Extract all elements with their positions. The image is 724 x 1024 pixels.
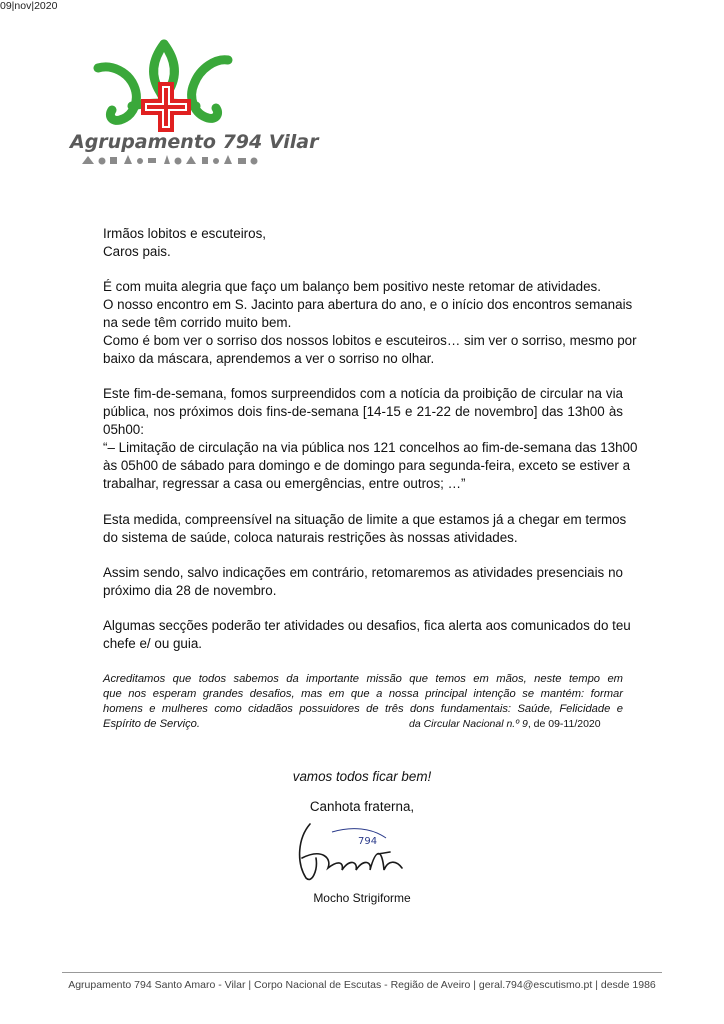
quote-line: Espírito de Serviço. [103, 718, 201, 730]
text-line: trabalhar, regressar a casa ou emergências, entre outros; …” [103, 476, 466, 491]
salutation [103, 225, 623, 261]
quote-line: que nos esperam grandes desafios, mas em que a nossa principal intenção se mantém: formar [103, 688, 623, 700]
quote-source-name: da Circular Nacional n.º 9 [409, 718, 528, 730]
text-line: 05h00: [103, 422, 144, 437]
text-line: do sistema de saúde, coloca naturais restrições às nossas atividades. [103, 530, 518, 545]
signature-number: 794 [358, 836, 378, 847]
text-line: Como é bom ver o sorriso dos nossos lobitos e escuteiros… sim ver o sorriso, mesmo por [103, 333, 637, 348]
paragraph-measure [103, 511, 627, 547]
text-line: pública, nos próximos dois fins-de-semana [14-15 e 21-22 de novembro] das 13h00 às [103, 404, 623, 419]
salutation-line: Caros pais. [103, 244, 171, 259]
footer-text: Agrupamento 794 Santo Amaro - Vilar | Corpo Nacional de Escutas - Região de Aveiro | geral.794@escutismo.pt | desde 1986 [68, 979, 656, 991]
paragraph-resume [103, 564, 623, 600]
text-line: Esta medida, compreensível na situação de limite a que estamos já a chegar em termos [103, 512, 627, 527]
handwritten-signature [292, 818, 410, 886]
text-line: Algumas secções poderão ter atividades ou desafios, fica alerta aos comunicados do teu [103, 618, 631, 633]
logo-wordmark: Agrupamento 794 Vilar [70, 131, 319, 153]
quote-line: homens e mulheres como cidadãos possuidores de três dons fundamentais: Saúde, Felicidade e [103, 703, 623, 715]
text-line: O nosso encontro em S. Jacinto para abertura do ano, e o início dos encontros semanais [103, 297, 633, 312]
signer-name: Mocho Strigiforme [313, 891, 411, 905]
text-line: baixo da máscara, aprendemos a ver o sorriso no olhar. [103, 351, 435, 366]
quote-line: Acreditamos que todos sabemos da importante missão que temos em mãos, neste tempo em [103, 673, 623, 685]
text-line: Assim sendo, salvo indicações em contrário, retomaremos as atividades presenciais no [103, 565, 623, 580]
text-line: na sede têm corrido muito bem. [103, 315, 292, 330]
quote-source [409, 717, 601, 732]
letter-date: 09|nov|2020 [0, 0, 58, 12]
paragraph-announcement [103, 385, 638, 493]
text-line: “– Limitação de circulação na via pública nos 121 concelhos ao fim-de-semana das 13h00 [103, 440, 638, 455]
group-logo [68, 36, 319, 176]
text-line: próximo dia 28 de novembro. [103, 583, 277, 598]
paragraph-sections [103, 617, 631, 653]
footer-divider [62, 972, 662, 973]
cross-icon [141, 82, 191, 132]
paragraph-intro [103, 278, 637, 368]
closing-motto: vamos todos ficar bem! [292, 769, 432, 784]
quote-source-date: , de 09-11/2020 [527, 718, 601, 730]
text-line: Este fim-de-semana, fomos surpreendidos com a notícia da proibição de circular na via [103, 386, 623, 401]
text-line: às 05h00 de sábado para domingo e de domingo para segunda-feira, exceto se estiver a [103, 458, 631, 473]
text-line: É com muita alegria que faço um balanço bem positivo neste retomar de atividades. [103, 279, 601, 294]
activity-symbols-icon [82, 155, 258, 165]
closing [0, 768, 724, 816]
quote-block [103, 672, 623, 732]
closing-greeting: Canhota fraterna, [309, 799, 415, 814]
salutation-line: Irmãos lobitos e escuteiros, [103, 226, 266, 241]
text-line: chefe e/ ou guia. [103, 636, 203, 651]
